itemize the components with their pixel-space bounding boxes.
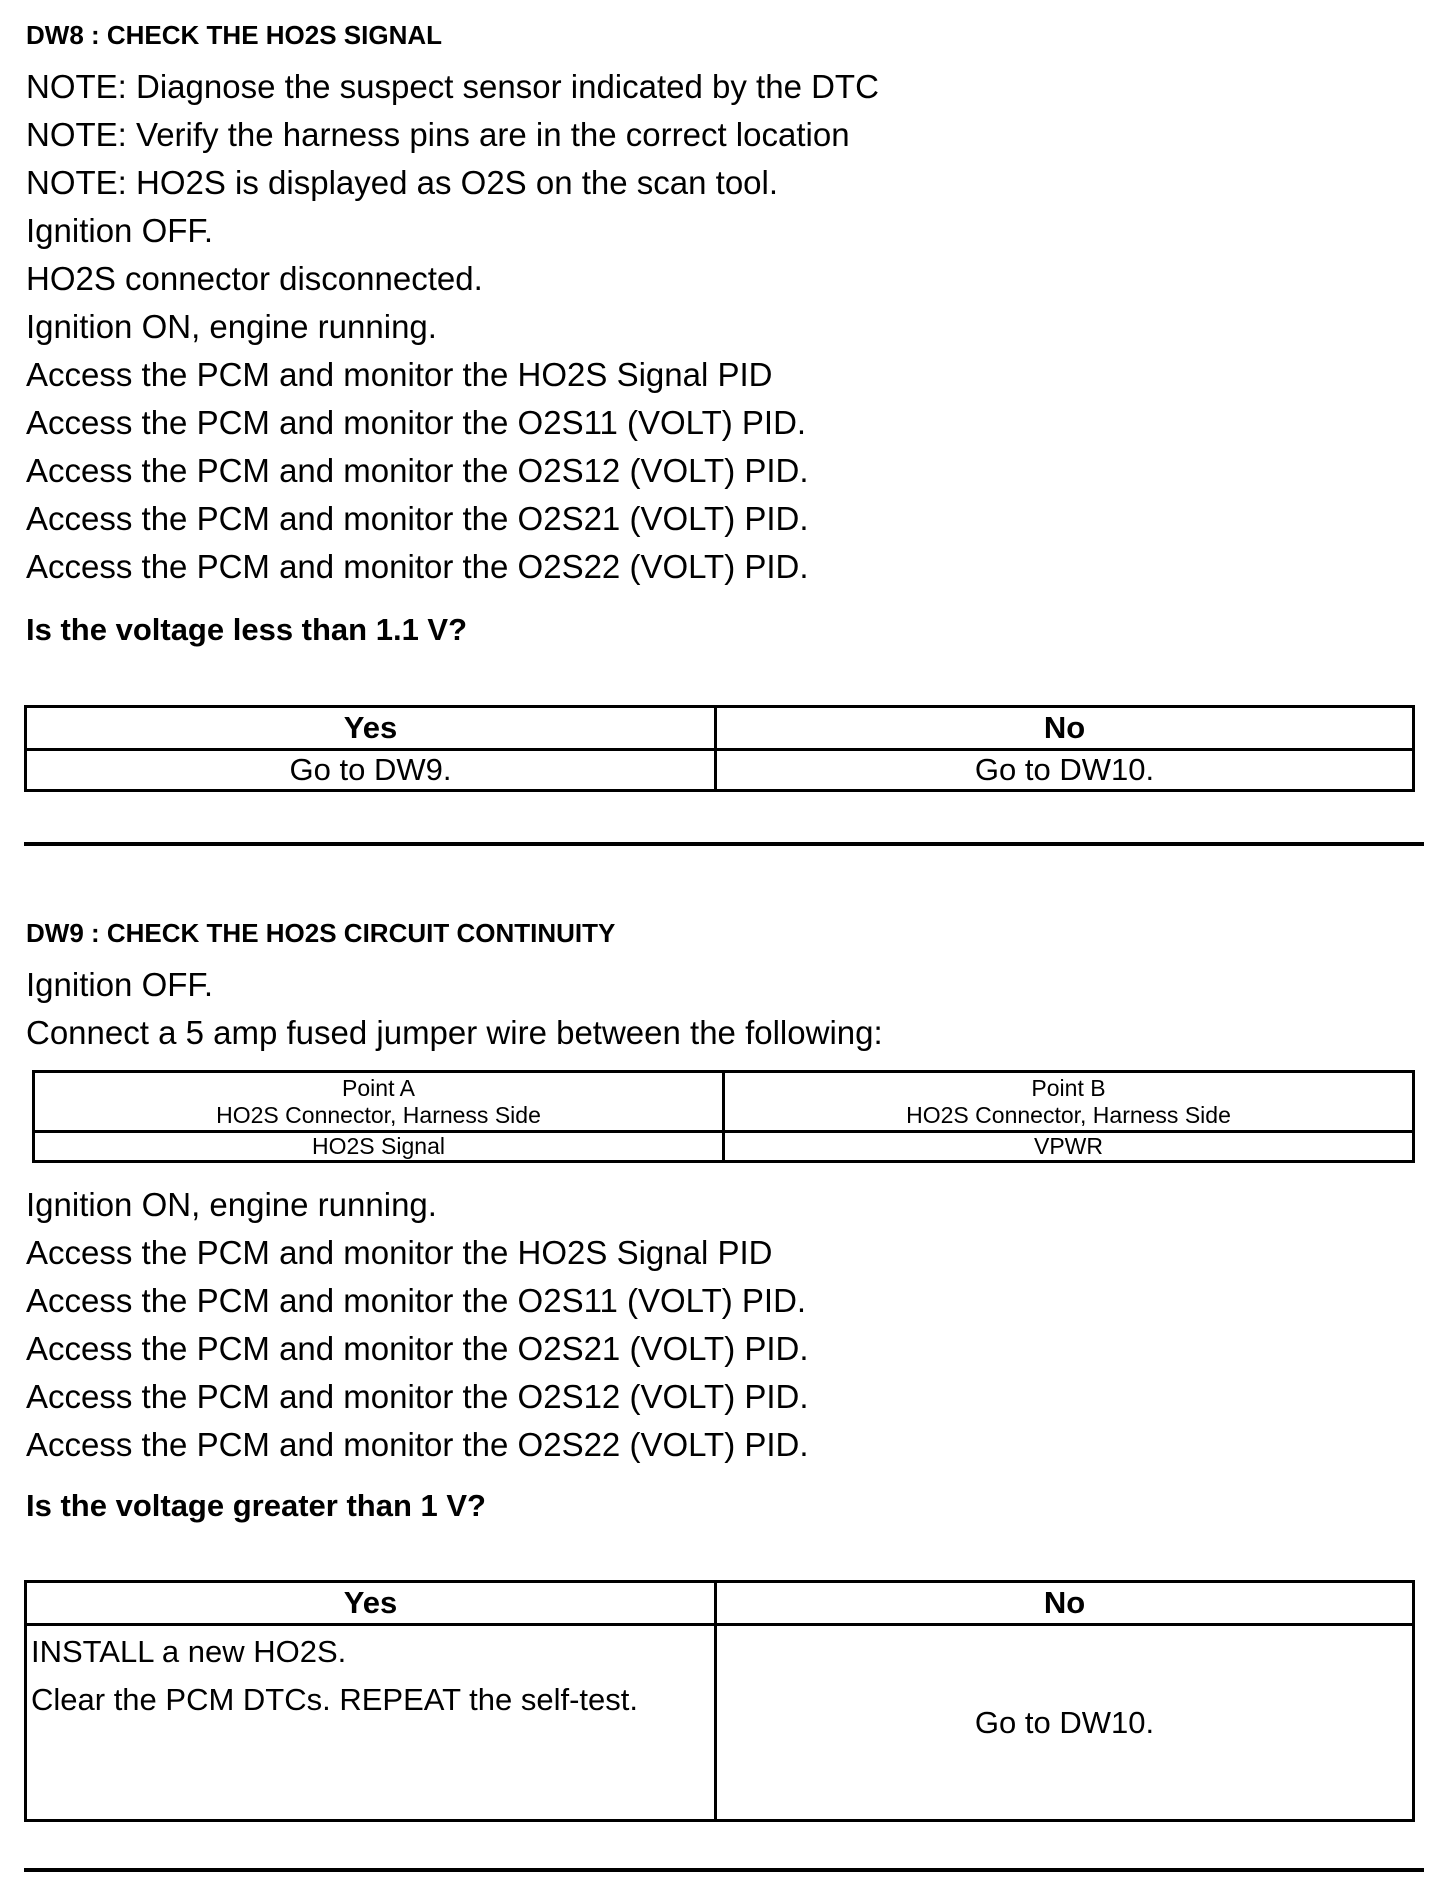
point-a-header [34,1072,724,1132]
point-a-title: Point A [342,1074,415,1101]
dw8-no-answer: Go to DW10. [716,750,1414,791]
dw8-heading: DW8 : CHECK THE HO2S SIGNAL [26,20,443,50]
dw8-answer-table [24,705,1415,792]
dw9-line-1: Ignition OFF. [26,966,214,1003]
dw8-line-11: Access the PCM and monitor the O2S22 (VOLT) PID. [26,548,809,585]
dw9-yes-answer-line-2: Clear the PCM DTCs. REPEAT the self-test. [31,1682,638,1717]
dw9-yes-answer-line-1: INSTALL a new HO2S. [31,1634,347,1669]
dw8-line-2: NOTE: Verify the harness pins are in the correct location [26,116,850,153]
dw9-after-line-6: Access the PCM and monitor the O2S22 (VOLT) PID. [26,1426,809,1463]
dw9-no-answer: Go to DW10. [716,1625,1414,1821]
dw9-after-line-4: Access the PCM and monitor the O2S21 (VOLT) PID. [26,1330,809,1367]
dw8-question: Is the voltage less than 1.1 V? [26,612,468,647]
dw9-after-line-5: Access the PCM and monitor the O2S12 (VOLT) PID. [26,1378,809,1415]
dw9-answer-table [24,1580,1415,1822]
dw8-line-5: HO2S connector disconnected. [26,260,483,297]
dw9-no-header: No [716,1582,1414,1625]
dw9-question: Is the voltage greater than 1 V? [26,1488,486,1523]
dw8-no-header: No [716,707,1414,750]
dw8-line-1: NOTE: Diagnose the suspect sensor indicated by the DTC [26,68,879,105]
dw8-yes-header: Yes [26,707,716,750]
dw8-line-7: Access the PCM and monitor the HO2S Signal PID [26,356,773,393]
dw9-yes-answer [26,1625,716,1821]
dw9-after-line-3: Access the PCM and monitor the O2S11 (VOLT) PID. [26,1282,807,1319]
point-b-title: Point B [1031,1074,1106,1101]
point-a-value: HO2S Signal [34,1132,724,1162]
dw9-yes-header: Yes [26,1582,716,1625]
dw8-line-4: Ignition OFF. [26,212,214,249]
dw8-line-6: Ignition ON, engine running. [26,308,437,345]
dw8-line-9: Access the PCM and monitor the O2S12 (VOLT) PID. [26,452,809,489]
jumper-table [32,1070,1415,1163]
section-divider-bottom [24,1868,1424,1872]
dw9-line-2: Connect a 5 amp fused jumper wire between the following: [26,1014,883,1051]
dw9-after-line-2: Access the PCM and monitor the HO2S Signal PID [26,1234,773,1271]
point-b-header [724,1072,1414,1132]
point-a-subtitle: HO2S Connector, Harness Side [216,1101,541,1128]
dw8-yes-answer: Go to DW9. [26,750,716,791]
dw8-line-3: NOTE: HO2S is displayed as O2S on the scan tool. [26,164,779,201]
dw9-heading: DW9 : CHECK THE HO2S CIRCUIT CONTINUITY [26,918,616,948]
point-b-value: VPWR [724,1132,1414,1162]
dw9-after-line-1: Ignition ON, engine running. [26,1186,437,1223]
section-divider [24,842,1424,846]
point-b-subtitle: HO2S Connector, Harness Side [906,1101,1231,1128]
dw8-line-10: Access the PCM and monitor the O2S21 (VOLT) PID. [26,500,809,537]
dw8-line-8: Access the PCM and monitor the O2S11 (VOLT) PID. [26,404,807,441]
